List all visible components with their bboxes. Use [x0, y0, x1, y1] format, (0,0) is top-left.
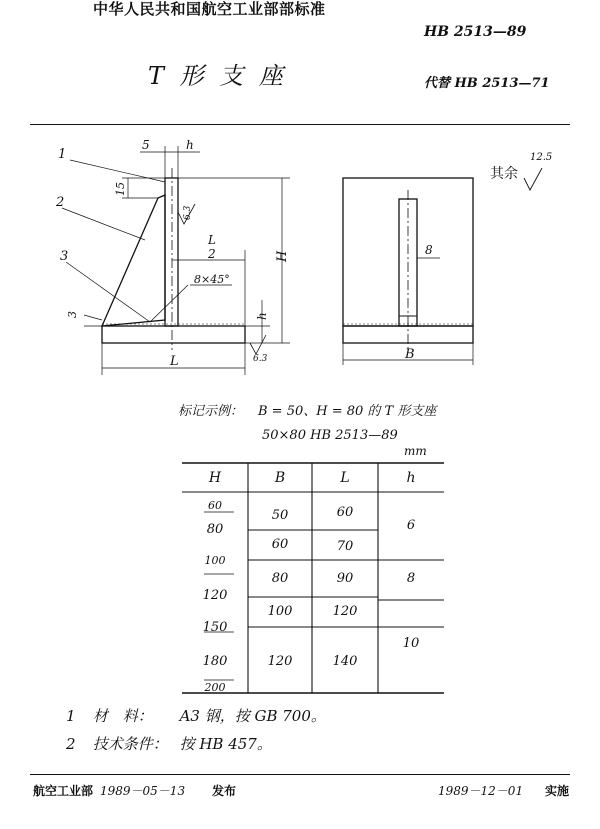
- side-gusset: [102, 195, 165, 326]
- note-1-label: 材 料：: [92, 707, 153, 725]
- footer-effective-date: 1989－12－01: [438, 784, 524, 798]
- note-2-number: 2: [66, 735, 76, 753]
- example-label: 标记示例：: [178, 404, 244, 419]
- part-label-3: 3: [60, 249, 69, 264]
- part-label-1: 1: [58, 147, 67, 162]
- h-value-200: 200: [204, 681, 226, 694]
- note-2-text: 按 HB 457。: [179, 735, 272, 753]
- technical-drawing: [0, 130, 600, 395]
- header-rule: [30, 124, 570, 125]
- dim-L: L: [170, 354, 179, 369]
- hh-value-6: 6: [406, 518, 416, 533]
- note-2: [66, 733, 272, 754]
- dim-B: B: [405, 347, 415, 362]
- roughness-other-value: 12.5: [530, 152, 553, 163]
- header-B: B: [274, 470, 286, 486]
- b-value-100: 100: [267, 604, 293, 619]
- b-value-80: 80: [271, 571, 289, 586]
- l-value-60: 60: [336, 505, 354, 520]
- h-value-120: 120: [202, 588, 228, 603]
- note-1-number: 1: [66, 707, 76, 725]
- header-H: H: [208, 470, 222, 486]
- header-h: h: [406, 470, 416, 486]
- footer-issue-date: 1989－05－13: [100, 784, 186, 798]
- l-value-90: 90: [336, 571, 354, 586]
- roughness-surface-1: 6.3: [183, 205, 193, 220]
- standard-number: HB 2513—89: [424, 24, 527, 40]
- h-value-150: 150: [202, 620, 228, 635]
- dim-3: 3: [66, 311, 79, 318]
- h-value-100: 100: [204, 554, 226, 567]
- hh-value-8: 8: [406, 571, 416, 586]
- table-unit: mm: [404, 444, 427, 458]
- dim-chamfer: 8×45°: [194, 273, 230, 286]
- l-value-120: 120: [332, 604, 358, 619]
- publisher-title: 中华人民共和国航空工业部部标准: [93, 0, 326, 18]
- footer-issue-label: 发布: [212, 784, 237, 798]
- dim-h-side: h: [255, 312, 269, 320]
- h-value-80: 80: [206, 522, 224, 537]
- dim-l-half-num: L: [208, 233, 216, 247]
- note-2-label: 技术条件：: [92, 735, 168, 753]
- b-value-60: 60: [271, 537, 289, 552]
- spec-table: [182, 462, 444, 694]
- h-value-60: 60: [208, 499, 222, 512]
- b-value-50: 50: [271, 508, 289, 523]
- l-value-140: 140: [332, 654, 358, 669]
- dim-5: 5: [142, 138, 150, 152]
- example-text: B = 50、H = 80 的 T 形支座: [258, 404, 437, 419]
- document-title: T 形 支 座: [148, 62, 287, 90]
- part-label-2: 2: [56, 195, 65, 210]
- example-code: 50×80 HB 2513—89: [262, 428, 398, 443]
- side-base: [102, 326, 245, 343]
- roughness-other-label: 其余: [490, 166, 518, 182]
- dim-h-top: h: [186, 138, 194, 152]
- hh-value-10: 10: [402, 636, 420, 651]
- footer-rule: [30, 774, 570, 775]
- footer-effective-label: 实施: [545, 784, 570, 798]
- footer-issuer: 航空工业部: [33, 784, 94, 798]
- replaces-standard: 代替 HB 2513—71: [424, 76, 550, 91]
- dim-l-half-den: 2: [208, 247, 216, 261]
- l-value-70: 70: [336, 539, 354, 554]
- roughness-surface-2: 6.3: [253, 354, 268, 364]
- note-1-text: A3 钢，按 GB 700。: [179, 707, 326, 725]
- note-1: [66, 705, 326, 726]
- b-value-120: 120: [267, 654, 293, 669]
- dim-8: 8: [425, 243, 433, 257]
- header-L: L: [340, 470, 350, 486]
- dim-H: H: [275, 250, 290, 262]
- side-plate: [165, 178, 178, 326]
- h-value-180: 180: [202, 654, 228, 669]
- dim-15: 15: [114, 182, 127, 196]
